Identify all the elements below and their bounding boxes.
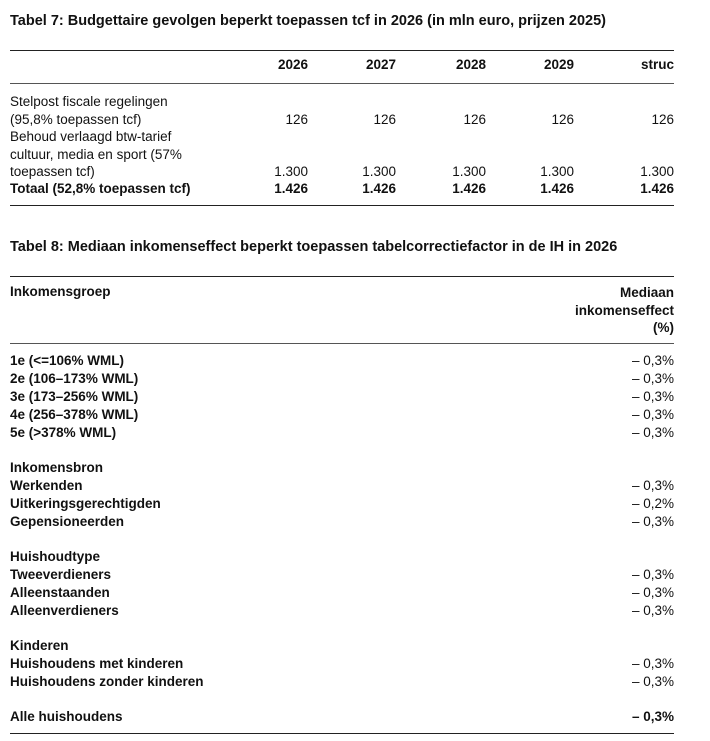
table8-header-rule [10,343,674,344]
table8-row: Alleenstaanden – 0,3% [10,585,674,600]
table8-header-left: Inkomensgroep [10,284,111,299]
table8-header-right: Mediaan inkomenseffect (%) [574,285,674,335]
table8-row: Gepensioneerden – 0,3% [10,514,674,529]
table7-top-rule [10,50,674,51]
table7-row-label: Stelpost fiscale regelingen (95,8% toepassen tcf) [10,94,168,127]
table7-bottom-rule [10,205,674,206]
table8-row: Tweeverdieners – 0,3% [10,567,674,582]
table7-col-2027: 2027 [365,57,396,72]
table8-row: 4e (256–378% WML) – 0,3% [10,407,674,422]
table7-cell: 126 [551,111,574,127]
table7-cell: 1.426 [274,181,308,196]
table7-cell: 126 [463,111,486,127]
table8-row: Werkenden – 0,3% [10,478,674,493]
table7-row [10,128,674,181]
table8-row: Uitkeringsgerechtigden – 0,2% [10,496,674,511]
table7-cell: 1.300 [362,164,396,179]
table7-cell: 1.426 [452,181,486,196]
table8-row: 5e (>378% WML) – 0,3% [10,425,674,440]
table8-total-row: Alle huishoudens – 0,3% [10,709,674,724]
table7-cell: 1.300 [540,164,574,179]
table7-row-label: Totaal (52,8% toepassen tcf) [10,181,191,196]
table7-total-row [10,180,674,198]
table8-group-heading: Kinderen [10,638,69,653]
table7-col-2028: 2028 [455,57,486,72]
table8-row: 3e (173–256% WML) – 0,3% [10,389,674,404]
table8-group-heading: Inkomensbron [10,460,104,475]
table8-row: Alleenverdieners – 0,3% [10,603,674,618]
table8-title: Tabel 8: Mediaan inkomenseffect beperkt toepassen tabelcorrectiefactor in de IH in 2026 [10,239,618,255]
table8-top-rule [10,276,674,277]
table7-row-label: Behoud verlaagd btw-tarief cultuur, media en sport (57% toepassen tcf) [10,129,182,179]
table7-cell: 1.426 [540,181,574,196]
table7-cell: 126 [285,111,308,127]
table8-row: 1e (<=106% WML) – 0,3% [10,353,674,368]
table8-bottom-rule [10,733,674,734]
table8-row: Huishoudens met kinderen – 0,3% [10,656,674,671]
table7-cell: 1.426 [362,181,396,196]
table7-cell: 1.300 [452,164,486,179]
table7-title: Tabel 7: Budgettaire gevolgen beperkt toepassen tcf in 2026 (in mln euro, prijzen 2025) [10,13,606,29]
table7-cell: 1.426 [640,181,674,196]
table7-cell: 1.300 [640,164,674,179]
table8-group-heading: Huishoudtype [10,549,100,564]
table7-cell: 126 [651,111,674,127]
table7-header [10,57,674,75]
table8-row: Huishoudens zonder kinderen – 0,3% [10,674,674,689]
table7-col-struc: struc [640,57,674,72]
table7-row [10,93,674,128]
table8-row: 2e (106–173% WML) – 0,3% [10,371,674,386]
table7-cell: 126 [373,111,396,127]
table7-header-rule [10,83,674,84]
table7-col-2026: 2026 [277,57,308,72]
table7-col-2029: 2029 [543,57,574,72]
table7-cell: 1.300 [274,164,308,179]
